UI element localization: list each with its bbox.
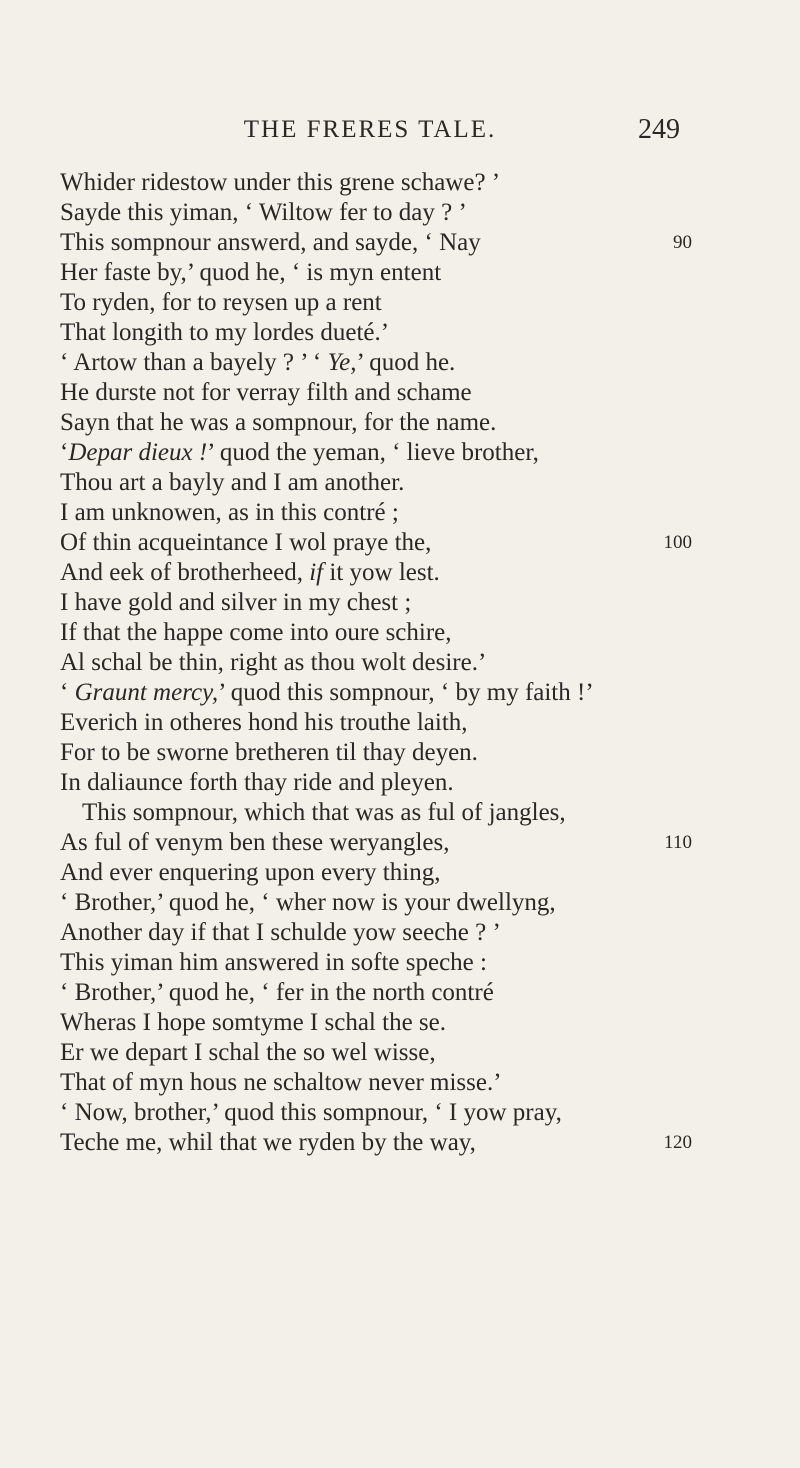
- line-number: 90: [673, 232, 692, 253]
- line-text: Her faste by,’ quod he, ‘ is myn entent: [60, 259, 442, 286]
- verse-line: [60, 1128, 692, 1158]
- line-text: For to be sworne bretheren til thay deyen.: [60, 739, 478, 766]
- italic-phrase: Ye,: [327, 349, 357, 376]
- line-text: ‘ Artow than a bayely ? ’ ‘: [60, 349, 328, 376]
- running-title: THE FRERES TALE.: [243, 116, 497, 143]
- line-text: Whider ridestow under this grene schawe? ’: [60, 169, 501, 196]
- verse-line: [60, 1008, 680, 1038]
- verse-line: [60, 498, 680, 528]
- line-text: Wheras I hope somtyme I schal the se.: [60, 1009, 446, 1036]
- line-text: This yiman him answered in softe speche :: [60, 949, 487, 976]
- verse-line: [60, 678, 680, 708]
- verse-line: [60, 408, 680, 438]
- verse-line: [60, 948, 680, 978]
- line-text: Teche me, whil that we ryden by the way,: [60, 1129, 476, 1156]
- line-text: Al schal be thin, right as thou wolt desire.’: [60, 649, 487, 676]
- verse-line: [60, 438, 680, 468]
- line-number: 100: [663, 532, 692, 553]
- verse-line: [60, 258, 680, 288]
- line-text: it yow lest.: [323, 559, 440, 586]
- line-text: ‘: [60, 439, 69, 466]
- line-text: ’ quod this sompnour, ‘ by my faith !’: [218, 679, 594, 706]
- line-text: Sayde this yiman, ‘ Wiltow fer to day ? ’: [60, 199, 467, 226]
- line-text: This sompnour answerd, and sayde, ‘ Nay: [60, 229, 481, 256]
- line-text: If that the happe come into oure schire,: [60, 619, 452, 646]
- line-text: Of thin acqueintance I wol praye the,: [60, 529, 432, 556]
- line-text: ’ quod the yeman, ‘ lieve brother,: [207, 439, 539, 466]
- verse-line: [60, 198, 680, 228]
- line-text: I have gold and silver in my chest ;: [60, 589, 412, 616]
- verse-line: [60, 618, 680, 648]
- verse-line: [60, 648, 680, 678]
- line-text: That of myn hous ne schaltow never misse.’: [60, 1069, 502, 1096]
- verse-line: [60, 768, 680, 798]
- verse-line: [60, 528, 692, 558]
- verse-line: [60, 708, 680, 738]
- verse-line: [60, 228, 692, 258]
- italic-phrase: if: [309, 559, 324, 586]
- verse-line: [60, 888, 680, 918]
- verse-line: [60, 1068, 680, 1098]
- line-text: Sayn that he was a sompnour, for the name.: [60, 409, 497, 436]
- line-number: 110: [664, 832, 692, 853]
- verse-line: [60, 348, 680, 378]
- verse-line: [60, 558, 680, 588]
- verse-line: [60, 828, 692, 858]
- line-text: ‘ Brother,’ quod he, ‘ wher now is your dwellyng,: [60, 889, 556, 916]
- running-head: [60, 112, 680, 148]
- verse-line: [60, 918, 680, 948]
- italic-phrase: Depar dieux !: [68, 439, 208, 466]
- line-text: In daliaunce forth thay ride and pleyen.: [60, 769, 454, 796]
- verse-line: [60, 1098, 680, 1128]
- line-text: And ever enquering upon every thing,: [60, 859, 441, 886]
- line-text: Another day if that I schulde yow seeche ? ’: [60, 919, 501, 946]
- verse-line: [60, 1038, 680, 1068]
- verse-text: [60, 168, 692, 1158]
- line-text: ‘ Brother,’ quod he, ‘ fer in the north contré: [60, 979, 494, 1006]
- line-text: That longith to my lordes dueté.’: [60, 319, 390, 346]
- line-text: ’ quod he.: [356, 349, 456, 376]
- verse-line: [60, 978, 680, 1008]
- line-text: This sompnour, which that was as ful of jangles,: [82, 799, 566, 826]
- verse-line: [60, 378, 680, 408]
- verse-line: [60, 318, 680, 348]
- line-text: Everich in otheres hond his trouthe laith,: [60, 709, 468, 736]
- italic-phrase: Graunt mercy,: [74, 679, 219, 706]
- line-text: Thou art a bayly and I am another.: [60, 469, 405, 496]
- verse-line: [60, 738, 680, 768]
- line-text: He durste not for verray filth and schame: [60, 379, 472, 406]
- line-text: ‘ Now, brother,’ quod this sompnour, ‘ I yow pray,: [60, 1099, 562, 1126]
- verse-line: [60, 858, 680, 888]
- line-text: Er we depart I schal the so wel wisse,: [60, 1039, 436, 1066]
- line-text: As ful of venym ben these weryangles,: [60, 829, 450, 856]
- line-text: I am unknowen, as in this contré ;: [60, 499, 399, 526]
- verse-line: [60, 798, 680, 828]
- verse-line: [60, 288, 680, 318]
- verse-line: [60, 168, 680, 198]
- line-text: And eek of brotherheed,: [60, 559, 310, 586]
- page-number: 249: [638, 114, 680, 145]
- verse-line: [60, 588, 680, 618]
- line-number: 120: [663, 1132, 692, 1153]
- line-text: To ryden, for to reysen up a rent: [60, 289, 382, 316]
- verse-line: [60, 468, 680, 498]
- line-text: ‘: [60, 679, 75, 706]
